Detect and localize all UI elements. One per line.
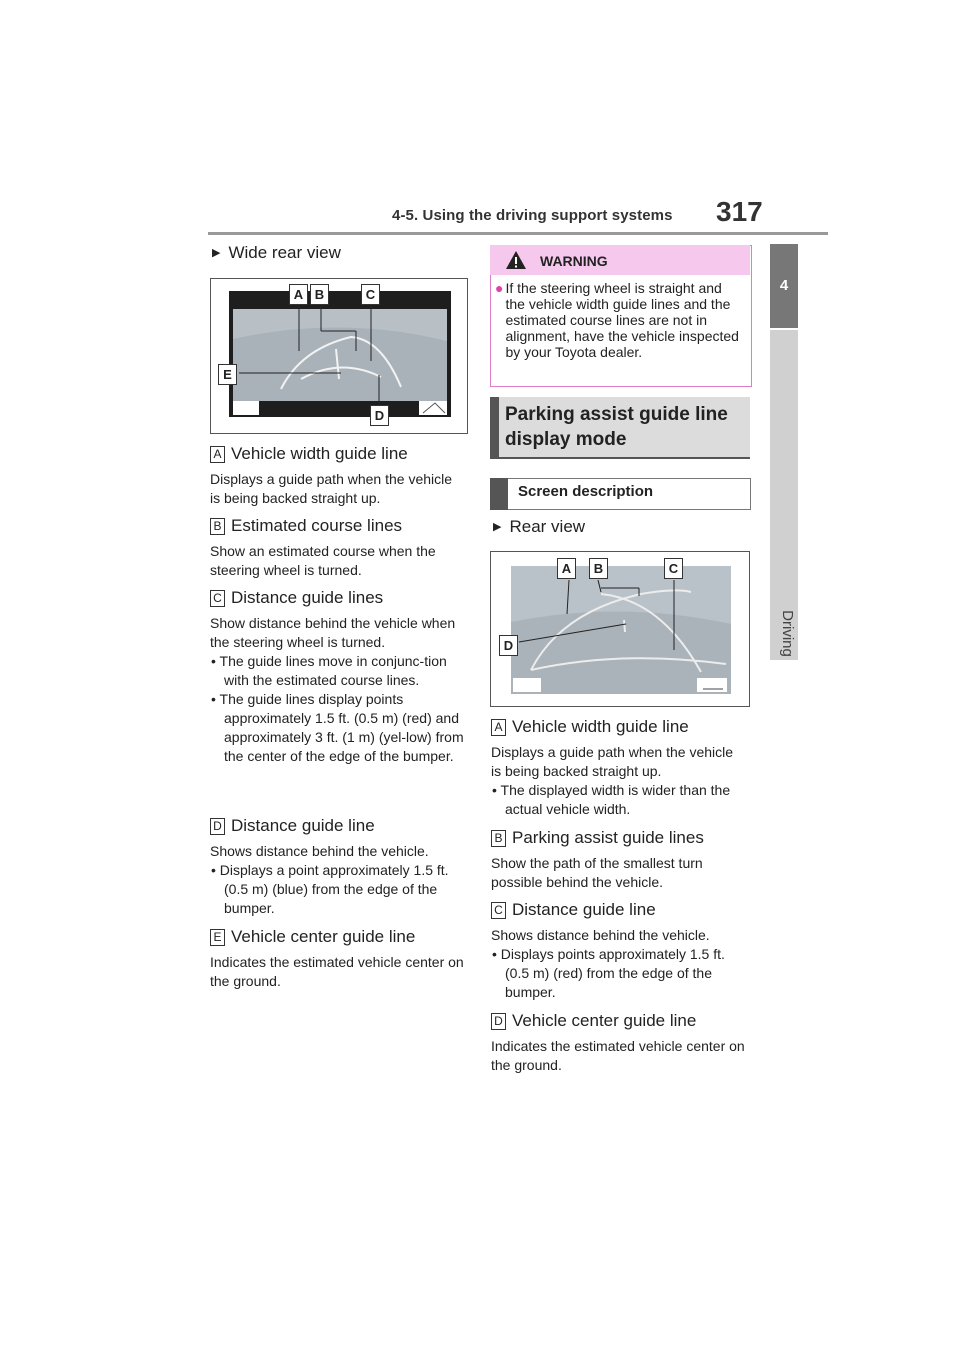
wide-rear-view-title: ▶ Wide rear view	[212, 243, 341, 262]
left-item-c: C Distance guide lines Show distance behind the vehicle when the steering wheel is turned. • The guide lines move in conjunc-tion with the estimated course lines. • The guide lines display points approximately 1.5 ft. (0.5 m) (red) and approximately 3 ft. (1 m) (yel-low) from the center of the edge of the bumper.	[210, 588, 466, 766]
label-box: D	[491, 1013, 506, 1030]
bullet-item: • The guide lines move in conjunc-tion with the estimated course lines.	[211, 653, 447, 688]
callout-d: D	[499, 635, 518, 656]
bullet-dot-icon: ●	[495, 280, 504, 296]
callout-c: C	[361, 284, 380, 305]
warning-title: WARNING	[540, 253, 608, 269]
page-number: 317	[716, 196, 763, 227]
bullet-item: • Displays a point approximately 1.5 ft. (0.5 m) (blue) from the edge of the bumper.	[211, 862, 449, 916]
section-heading-bar	[490, 397, 499, 457]
rear-camera-illustration	[491, 552, 749, 706]
triangle-icon: ▶	[212, 247, 221, 259]
callout-d: D	[370, 405, 389, 426]
callout-b: B	[589, 558, 608, 579]
right-item-a: A Vehicle width guide line Displays a guide path when the vehicle is being backed straight up. • The displayed width is wider than the actual vehicle width.	[491, 717, 747, 819]
subheading-bar	[490, 478, 508, 510]
callout-a: A	[557, 558, 576, 579]
section-heading: Parking assist guide line display mode	[505, 404, 728, 450]
left-item-d: D Distance guide line Shows distance behind the vehicle. • Displays a point approximately 1.5 ft. (0.5 m) (blue) from the edge of the bumper.	[210, 816, 466, 918]
callout-b: B	[310, 284, 329, 305]
label-box: A	[210, 446, 225, 463]
triangle-icon: ▶	[493, 521, 502, 533]
warning-text: ● If the steering wheel is straight and the vehicle width guide lines and the estimated course lines are not in alignment, have the vehicle inspected by your Toyota dealer.	[495, 280, 739, 360]
label-box: B	[210, 518, 225, 535]
label-box: D	[210, 818, 225, 835]
bullet-item: • The guide lines display points approximately 1.5 ft. (0.5 m) (red) and approximately 3 ft. (1 m) (yel-low) from the center of the edge of the bumper.	[211, 691, 464, 764]
left-item-b: B Estimated course lines Show an estimated course when the steering wheel is turned.	[210, 516, 436, 578]
label-box: C	[210, 590, 225, 607]
left-item-e: E Vehicle center guide line Indicates the estimated vehicle center on the ground.	[210, 927, 464, 989]
chapter-tab: 4	[770, 244, 798, 328]
left-item-a: A Vehicle width guide line Displays a guide path when the vehicle is being backed straight up.	[210, 444, 453, 506]
right-item-c: C Distance guide line Shows distance behind the vehicle. • Displays points approximately 1.5 ft. (0.5 m) (red) from the edge of the bumper.	[491, 900, 747, 1002]
callout-e: E	[218, 364, 237, 385]
warning-header	[490, 245, 750, 275]
header-rule	[208, 232, 828, 235]
subheading: Screen description	[518, 483, 654, 500]
bullet-item: • Displays points approximately 1.5 ft. (0.5 m) (red) from the edge of the bumper.	[492, 946, 725, 1000]
right-item-b: B Parking assist guide lines Show the path of the smallest turn possible behind the vehicle.	[491, 828, 704, 890]
chapter-tab-label: Driving	[778, 610, 796, 657]
right-item-d: D Vehicle center guide line Indicates the estimated vehicle center on the ground.	[491, 1011, 745, 1073]
warning-icon	[504, 248, 534, 278]
wide-rear-camera-illustration	[211, 279, 467, 433]
section-title: 4-5. Using the driving support systems	[392, 207, 673, 224]
bullet-item: • The displayed width is wider than the actual vehicle width.	[492, 782, 731, 817]
wide-rear-view-screen	[210, 278, 468, 434]
label-box: B	[491, 830, 506, 847]
label-box: C	[491, 902, 506, 919]
callout-a: A	[289, 284, 308, 305]
label-box: E	[210, 929, 225, 946]
label-box: A	[491, 719, 506, 736]
rear-view-title: ▶ Rear view	[493, 517, 586, 536]
rear-view-screen	[490, 551, 750, 707]
callout-c: C	[664, 558, 683, 579]
